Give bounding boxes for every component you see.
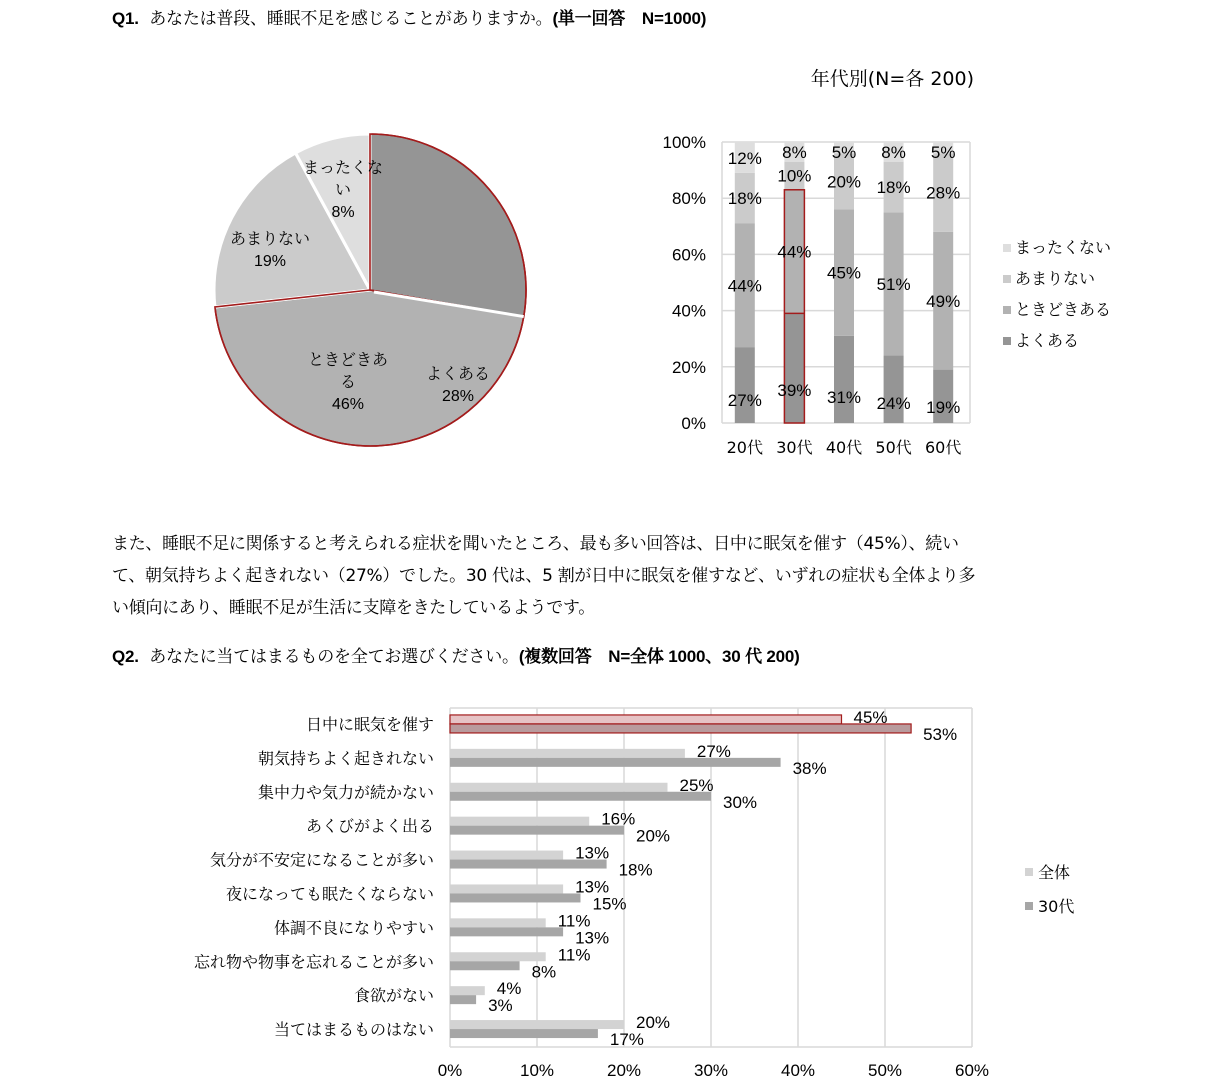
x-tick-label: 40% xyxy=(780,1061,816,1080)
legend-label: よくある xyxy=(1015,331,1080,350)
paragraph-line: て、朝気持ちよく起きれない（27%）でした。30 代は、5 割が日中に眠気を催すなど、いずれの症状も全体より多 xyxy=(112,566,976,586)
bar-all xyxy=(450,715,842,724)
bar-all xyxy=(450,851,563,860)
y-tick-label: 20% xyxy=(671,357,706,377)
data-label: 44% xyxy=(727,276,762,296)
data-label-30s: 3% xyxy=(488,996,513,1016)
data-label: 12% xyxy=(727,149,762,168)
bar-all xyxy=(450,1020,624,1029)
data-label: 28% xyxy=(926,183,961,203)
legend-swatch xyxy=(1003,306,1011,314)
pie-category-label: る xyxy=(339,372,357,391)
stacked-bar-segment xyxy=(735,347,755,423)
pie-category-label: まったくな xyxy=(302,158,384,177)
legend-label: あまりない xyxy=(1015,269,1096,288)
pie-category-label: ときどきあ xyxy=(307,350,389,369)
data-label-all: 11% xyxy=(557,945,591,965)
y-tick-label: 40% xyxy=(671,301,706,321)
bar-all xyxy=(450,749,685,758)
data-label-all: 27% xyxy=(696,741,731,761)
data-label-all: 16% xyxy=(601,809,636,829)
data-label-30s: 17% xyxy=(609,1030,644,1050)
paragraph-line: い傾向にあり、睡眠不足が生活に支障をきたしているようです。 xyxy=(112,598,595,618)
legend-swatch xyxy=(1025,868,1033,876)
pie-category-label: い xyxy=(334,180,352,199)
bar-30s xyxy=(450,961,520,970)
x-tick-label: 50代 xyxy=(875,438,912,457)
bar-30s xyxy=(450,893,581,902)
bar-all xyxy=(450,817,589,826)
category-label: 気分が不安定になることが多い xyxy=(209,850,434,870)
data-label: 51% xyxy=(876,274,911,294)
data-label-all: 11% xyxy=(557,911,591,931)
bar-30s xyxy=(450,927,563,936)
legend-swatch xyxy=(1003,337,1011,345)
legend-swatch xyxy=(1003,244,1011,252)
data-label: 8% xyxy=(782,143,807,162)
q1-heading xyxy=(112,4,706,29)
category-label: 日中に眠気を催す xyxy=(305,714,434,734)
data-label: 44% xyxy=(777,242,812,262)
bar-all xyxy=(450,952,546,961)
y-tick-label: 60% xyxy=(671,245,706,265)
y-tick-label: 100% xyxy=(662,133,706,152)
stacked-bar-segment xyxy=(834,336,854,423)
data-label-30s: 30% xyxy=(723,792,758,812)
category-label: 体調不良になりやすい xyxy=(273,918,434,938)
horizontal-bar-chart xyxy=(150,700,1150,1081)
bar-30s xyxy=(450,758,781,767)
x-tick-label: 30% xyxy=(693,1061,729,1080)
pie-value-label: 8% xyxy=(331,204,355,221)
category-label: 食欲がない xyxy=(353,986,434,1006)
data-label-all: 45% xyxy=(853,707,888,727)
stacked-bar-segment xyxy=(784,313,804,423)
data-label-all: 25% xyxy=(679,775,714,795)
data-label-30s: 38% xyxy=(792,758,827,778)
q2-prefix: Q2. xyxy=(112,647,139,666)
q2-heading xyxy=(112,642,800,667)
legend-label: ときどきある xyxy=(1015,300,1112,319)
x-tick-label: 60代 xyxy=(925,438,962,457)
y-tick-label: 80% xyxy=(671,189,706,209)
bar-30s xyxy=(450,724,911,733)
bar-30s xyxy=(450,826,624,835)
x-tick-label: 10% xyxy=(519,1061,555,1080)
bar-30s xyxy=(450,792,711,801)
q2-note: (複数回答 N=全体 1000、30 代 200) xyxy=(518,647,800,666)
data-label-30s: 15% xyxy=(592,894,627,914)
data-label: 49% xyxy=(926,291,961,311)
data-label: 45% xyxy=(826,263,862,283)
category-label: 朝気持ちよく起きれない xyxy=(257,748,434,768)
legend-label: まったくない xyxy=(1015,238,1112,257)
data-label: 24% xyxy=(876,393,911,413)
data-label-30s: 8% xyxy=(531,962,557,982)
x-tick-label: 0% xyxy=(437,1061,463,1080)
stacked-chart-title: 年代別(N=各 200) xyxy=(810,68,974,90)
data-label-30s: 18% xyxy=(618,860,653,880)
bar-all xyxy=(450,986,485,995)
pie-slice xyxy=(370,134,526,317)
data-label: 10% xyxy=(777,166,812,186)
paragraph-line: また、睡眠不足に関係すると考えられる症状を聞いたところ、最も多い回答は、日中に眠気を催す（45%）、続い xyxy=(112,534,959,554)
summary-paragraph xyxy=(112,528,1152,624)
q1-question: あなたは普段、睡眠不足を感じることがありますか。 xyxy=(149,9,553,29)
category-label: あくびがよく出る xyxy=(305,816,434,836)
data-label: 19% xyxy=(926,397,961,417)
x-tick-label: 20% xyxy=(606,1061,642,1080)
data-label: 5% xyxy=(831,143,857,162)
pie-value-label: 28% xyxy=(441,388,475,405)
bar-all xyxy=(450,783,668,792)
category-label: 夜になっても眠たくならない xyxy=(225,884,434,904)
legend-label: 全体 xyxy=(1038,863,1071,882)
x-tick-label: 30代 xyxy=(776,438,813,457)
x-tick-label: 20代 xyxy=(726,438,763,457)
legend-swatch xyxy=(1025,902,1033,910)
data-label-all: 4% xyxy=(496,979,522,999)
data-label-all: 13% xyxy=(575,843,610,863)
legend-label: 30代 xyxy=(1038,897,1075,916)
data-label: 18% xyxy=(727,189,762,209)
data-label: 27% xyxy=(727,391,762,411)
category-label: 集中力や気力が続かない xyxy=(257,782,434,802)
bar-30s xyxy=(450,1029,598,1038)
bar-all xyxy=(450,918,546,927)
data-label: 39% xyxy=(777,381,812,401)
x-tick-label: 50% xyxy=(867,1061,903,1080)
pie-value-label: 19% xyxy=(253,253,287,270)
stacked-bar-chart xyxy=(640,60,1140,470)
pie-category-label: あまりない xyxy=(229,229,311,248)
data-label-30s: 13% xyxy=(575,928,610,948)
x-tick-label: 60% xyxy=(954,1061,990,1080)
category-label: 忘れ物や物事を忘れることが多い xyxy=(193,952,434,972)
data-label: 20% xyxy=(826,172,862,192)
data-label-30s: 53% xyxy=(923,724,958,744)
x-tick-label: 40代 xyxy=(825,438,863,457)
bar-30s xyxy=(450,995,476,1004)
data-label: 31% xyxy=(826,387,862,407)
stacked-bar-segment xyxy=(884,356,904,423)
data-label-30s: 20% xyxy=(636,826,671,846)
q2-question: あなたに当てはまるものを全てお選びください。 xyxy=(149,647,519,667)
pie-category-label: よくある xyxy=(425,364,491,383)
pie-chart xyxy=(200,120,540,460)
category-label: 当てはまるものはない xyxy=(273,1020,434,1040)
q1-note: (単一回答 N=1000) xyxy=(552,9,707,28)
y-tick-label: 0% xyxy=(681,414,706,433)
data-label-all: 13% xyxy=(575,877,610,897)
legend-swatch xyxy=(1003,275,1011,283)
data-label-all: 20% xyxy=(636,1013,671,1033)
data-label: 8% xyxy=(881,143,906,162)
pie-value-label: 46% xyxy=(331,396,365,413)
q1-prefix: Q1. xyxy=(112,9,139,28)
bar-all xyxy=(450,884,563,893)
data-label: 5% xyxy=(930,143,956,162)
data-label: 18% xyxy=(876,177,911,197)
